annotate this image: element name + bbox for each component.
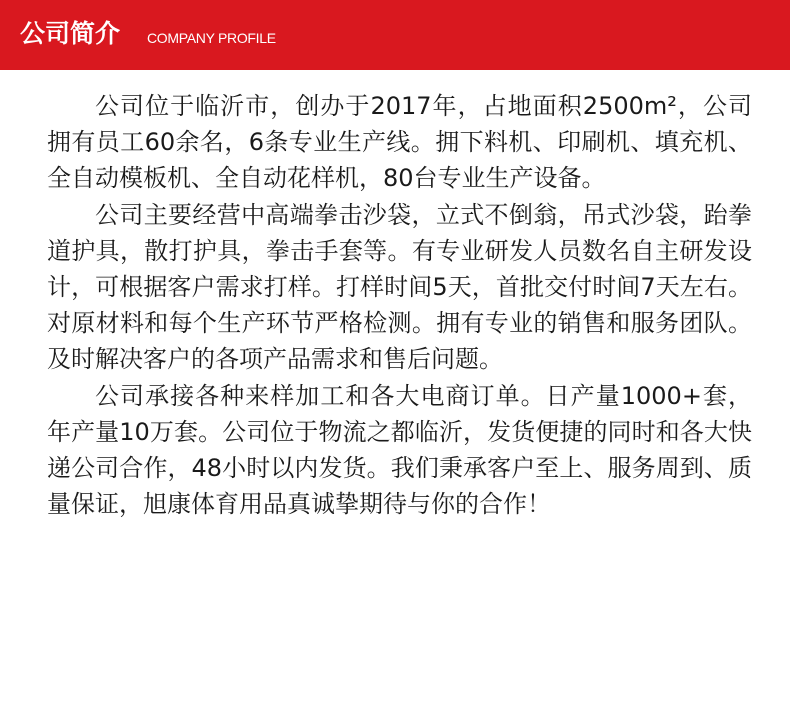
profile-paragraph-2: 公司主要经营中高端拳击沙袋，立式不倒翁，吊式沙袋，跆拳道护具，散打护具，拳击手套等。有专业研发人员数名自主研发设计，可根据客户需求打样。打样时间5天，首批交付时间7天左右。对原材料和每个生产环节严格检测。拥有专业的销售和服务团队。及时解决客户的各项产品需求和售后问题。 xyxy=(47,200,752,374)
profile-paragraph-1: 公司位于临沂市，创办于2017年，占地面积2500m²，公司拥有员工60余名，6条专业生产线。拥下料机、印刷机、填充机、全自动模板机、全自动花样机，80台专业生产设备。 xyxy=(47,92,752,193)
profile-paragraph-3: 公司承接各种来样加工和各大电商订单。日产量1000+套，年产量10万套。公司位于物流之都临沂，发货便捷的同时和各大快递公司合作，48小时以内发货。我们秉承客户至上、服务周到、质量保证，旭康体育用品真诚挚期待与你的合作！ xyxy=(47,381,752,519)
company-profile-body xyxy=(47,88,752,522)
header-title-en: COMPANY PROFILE xyxy=(147,30,276,46)
header-banner xyxy=(0,0,790,70)
header-title-cn: 公司简介 xyxy=(20,19,121,48)
